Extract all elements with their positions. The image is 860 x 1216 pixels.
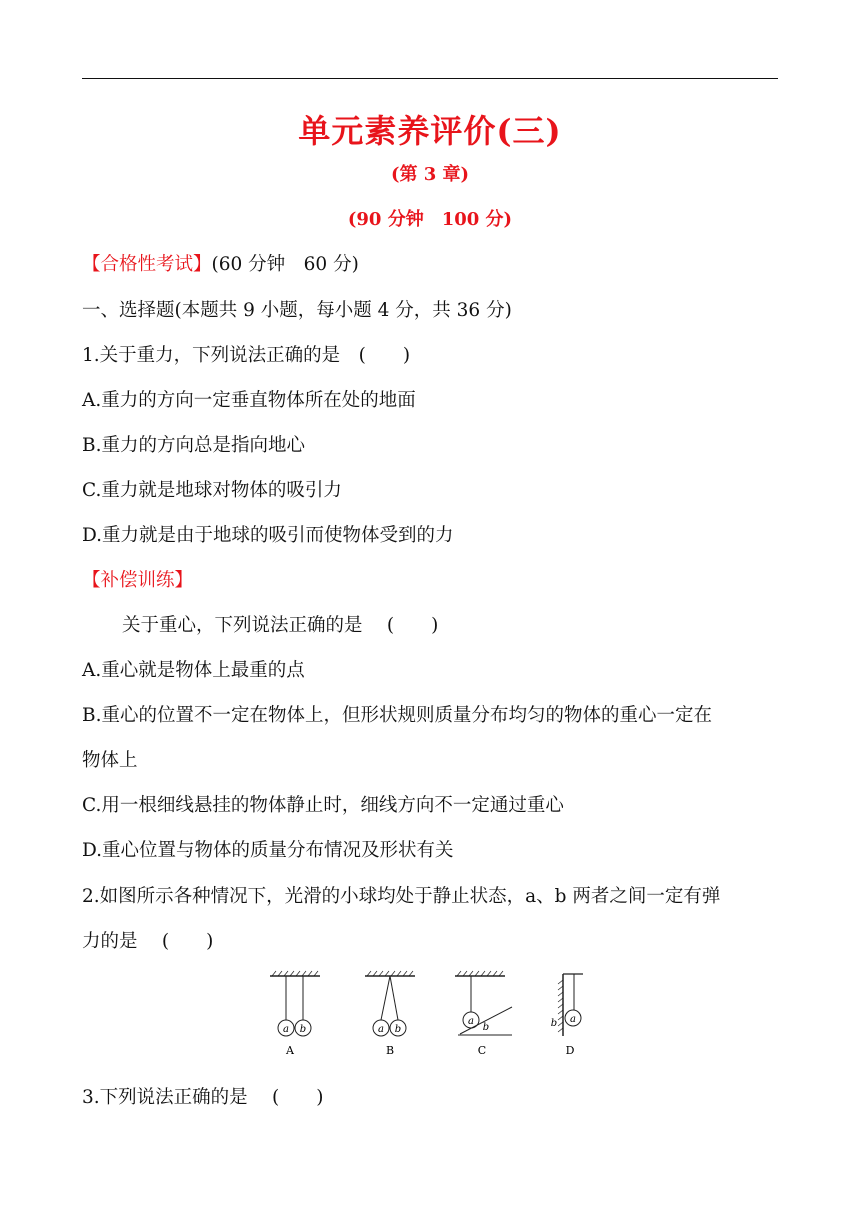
figure-label-c: C	[477, 1044, 487, 1057]
ball-a-label: a	[378, 1024, 384, 1035]
figure-panel-a	[270, 971, 320, 1057]
wall-b-label: b	[550, 1018, 558, 1029]
supplement-tag: 【补偿训练】	[82, 570, 194, 591]
supplement-option-c: C.用一根细线悬挂的物体静止时，细线方向不一定通过重心	[82, 795, 564, 816]
section-heading	[82, 250, 359, 276]
time-score-label: (90 分钟 100 分)	[347, 209, 513, 230]
q2-stem-line2: 力的是 ( )	[82, 931, 214, 952]
supplement-option-a: A.重心就是物体上最重的点	[82, 660, 305, 681]
q1-option-d: D.重力就是由于地球的吸引而使物体受到的力	[82, 525, 454, 546]
ball-a-label: a	[283, 1024, 289, 1035]
supplement-option-d: D.重心位置与物体的质量分布情况及形状有关	[82, 840, 454, 861]
figure-label-b: B	[385, 1044, 395, 1057]
supplement-stem: 关于重心，下列说法正确的是 ( )	[122, 615, 439, 636]
q2-figure	[260, 964, 600, 1064]
q1-option-c: C.重力就是地球对物体的吸引力	[82, 480, 342, 501]
chapter-label: (第 3 章)	[390, 164, 470, 185]
figure-label-d: D	[565, 1044, 575, 1057]
q1-stem: 1.关于重力，下列说法正确的是 ( )	[82, 345, 411, 366]
figure-panel-c	[455, 971, 512, 1057]
header-rule	[82, 78, 778, 79]
ball-a-label: a	[468, 1016, 474, 1027]
supplement-option-b-line2: 物体上	[82, 750, 138, 771]
section-tag: 【合格性考试】	[82, 254, 212, 275]
supplement-option-b-line1: B.重心的位置不一定在物体上，但形状规则质量分布均匀的物体的重心一定在	[82, 705, 712, 726]
ball-b-label: b	[394, 1024, 402, 1035]
q3-stem: 3.下列说法正确的是 ( )	[82, 1087, 324, 1108]
ball-a-label: a	[570, 1014, 576, 1025]
part-heading: 一、选择题(本题共 9 小题，每小题 4 分，共 36 分)	[82, 300, 512, 321]
figure-panel-d	[551, 974, 583, 1057]
q1-option-b: B.重力的方向总是指向地心	[82, 435, 305, 456]
q1-option-a: A.重力的方向一定垂直物体所在处的地面	[82, 390, 416, 411]
figure-label-a: A	[286, 1044, 294, 1057]
section-time: (60 分钟 60 分)	[211, 254, 359, 275]
page-title: 单元素养评价(三)	[298, 112, 562, 150]
ball-b-label: b	[299, 1024, 307, 1035]
incline-b-label: b	[482, 1022, 490, 1033]
figure-panel-b	[365, 971, 415, 1057]
q2-stem-line1: 2.如图所示各种情况下，光滑的小球均处于静止状态，a、b 两者之间一定有弹	[82, 886, 721, 907]
